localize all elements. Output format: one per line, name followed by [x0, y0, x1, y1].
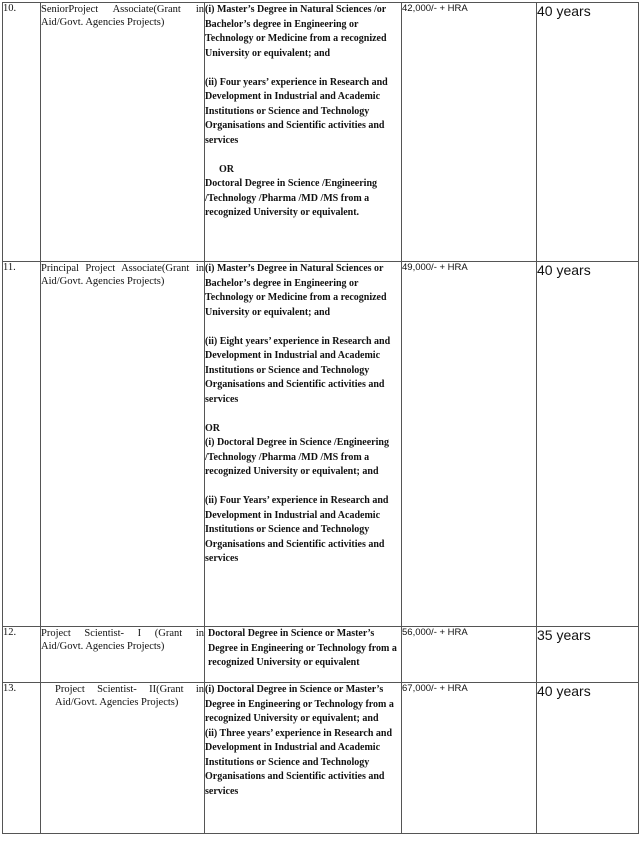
age-limit: 40 years: [537, 683, 639, 834]
post-name: Project Scientist- I (Grant in Aid/Govt. Agencies Projects): [41, 627, 205, 683]
qualification-line: (ii) Four years’ experience in Research and Development in Industrial and Academic Institutions or Science and Technology Organisations and Scientific activities and services: [205, 76, 388, 146]
serial-number: 12.: [3, 627, 41, 683]
table-row: [3, 627, 639, 683]
qualification-line: (ii) Eight years’ experience in Research and Development in Industrial and Academic Institutions or Science and Technology Organisations and Scientific activities and services: [205, 335, 391, 405]
serial-number: 11.: [3, 262, 41, 627]
or-separator: OR: [205, 422, 220, 434]
table-row: [3, 262, 639, 627]
table-row: [3, 683, 639, 834]
post-name: Principal Project Associate(Grant in Aid/Govt. Agencies Projects): [41, 262, 205, 627]
qualification-cell: [205, 627, 402, 683]
qualification-cell: [205, 683, 402, 834]
post-name: Project Scientist- II(Grant in Aid/Govt. Agencies Projects): [41, 683, 205, 834]
pay-cell: 56,000/- + HRA: [402, 627, 537, 683]
serial-number: 10.: [3, 3, 41, 262]
qualification-line: (i) Master’s Degree in Natural Sciences or Bachelor’s degree in Engineering or Technology or Medicine from a recognized University or equivalent; and: [205, 263, 387, 318]
qualification-cell: [205, 262, 402, 627]
age-limit: 40 years: [537, 3, 639, 262]
pay-cell: 49,000/- + HRA: [402, 262, 537, 627]
or-separator: OR: [219, 163, 234, 175]
qualification-line: Doctoral Degree in Science /Engineering /Technology /Pharma /MD /MS from a recognized University or equivalent.: [205, 178, 378, 218]
pay-cell: 42,000/- + HRA: [402, 3, 537, 262]
pay-cell: 67,000/- + HRA: [402, 683, 537, 834]
age-limit: 35 years: [537, 627, 639, 683]
qualification-line: (i) Doctoral Degree in Science /Engineering /Technology /Pharma /MD /MS from a recognized University or equivalent; and: [205, 437, 389, 477]
qualification-line: (ii) Three years’ experience in Research and Development in Industrial and Academic Institutions or Science and Technology Organisations and Scientific activities and services: [205, 727, 393, 797]
qualification-line: Doctoral Degree in Science or Master’s Degree in Engineering or Technology from a recognized University or equivalent: [208, 628, 397, 668]
serial-number: 13.: [3, 683, 41, 834]
positions-table: [2, 2, 639, 834]
qualification-line: (ii) Four Years’ experience in Research and Development in Industrial and Academic Institutions or Science and Technology Organisations and Scientific activities and services: [205, 495, 389, 564]
age-limit: 40 years: [537, 262, 639, 627]
table-row: [3, 3, 639, 262]
qualification-line: (i) Doctoral Degree in Science or Master’s Degree in Engineering or Technology from a recognized University or equivalent; and: [205, 684, 394, 724]
qualification-cell: [205, 3, 402, 262]
qualification-line: (i) Master’s Degree in Natural Sciences /or Bachelor’s degree in Engineering or Technology or Medicine from a recognized University or equivalent; and: [205, 4, 387, 59]
post-name: SeniorProject Associate(Grant in Aid/Govt. Agencies Projects): [41, 3, 205, 262]
